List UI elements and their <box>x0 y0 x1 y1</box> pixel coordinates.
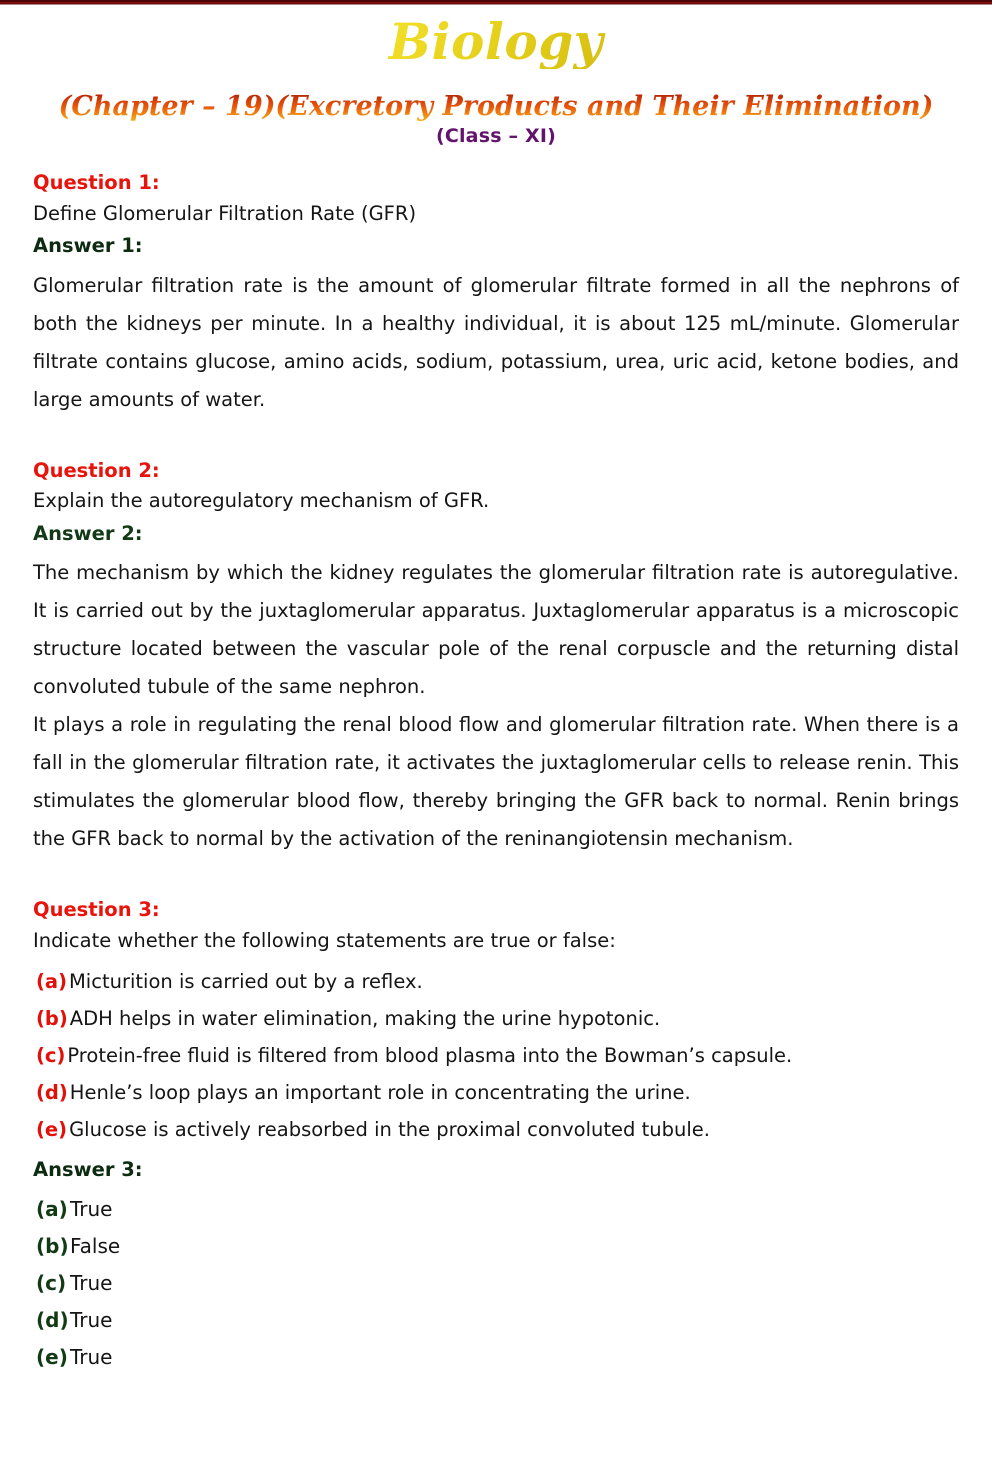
list-item <box>36 1037 959 1074</box>
answer-heading-3: Answer 3: <box>33 1158 143 1182</box>
answer-value-a: True <box>70 1196 113 1221</box>
statement-text-c: Protein-free fluid is filtered from blood plasma into the Bowman’s capsule. <box>67 1044 793 1068</box>
answer-value-b: False <box>70 1233 121 1258</box>
list-item <box>36 1000 959 1037</box>
question-heading-3: Question 3: <box>33 898 160 922</box>
list-item <box>36 1339 959 1376</box>
statement-marker-a: (a) <box>36 970 67 994</box>
answer-heading-2: Answer 2: <box>33 521 143 545</box>
answer-spacer-3 <box>33 1148 959 1160</box>
statement-marker-d: (d) <box>36 1081 68 1105</box>
answer-marker-c: (c) <box>36 1270 67 1295</box>
answer-paragraph-2-1: The mechanism by which the kidney regulates the glomerular filtration rate is autoregulative. It is carried out by the juxtaglomerular apparatus. Juxtaglomerular apparatus is a microscopic structure located between the vascular pole of the renal corpuscle and the returning distal convoluted tubule of the same nephron. <box>33 561 959 699</box>
statement-text-d: Henle’s loop plays an important role in concentrating the urine. <box>69 1081 691 1105</box>
top-border-rule <box>0 0 992 5</box>
list-item <box>36 1228 959 1265</box>
question-text-3: Indicate whether the following statements are true or false: <box>33 928 616 952</box>
statement-text-e: Glucose is actively reabsorbed in the proximal convoluted tubule. <box>69 1118 710 1142</box>
statement-marker-b: (b) <box>36 1007 68 1031</box>
subject-title: Biology <box>33 14 959 69</box>
answer-list <box>33 1191 959 1376</box>
chapter-title: (Chapter – 19)(Excretory Products and Their Elimination) <box>33 91 959 122</box>
statement-marker-e: (e) <box>36 1118 68 1142</box>
answer-value-c: True <box>70 1270 113 1295</box>
list-item <box>36 1191 959 1228</box>
section-spacer-1 <box>33 419 959 461</box>
answer-value-e: True <box>70 1344 113 1369</box>
statement-marker-c: (c) <box>36 1044 66 1068</box>
qa-body <box>33 173 959 1376</box>
answer-marker-e: (e) <box>36 1344 68 1369</box>
qa-block-2 <box>33 458 959 859</box>
answer-marker-a: (a) <box>36 1196 68 1221</box>
list-item <box>36 963 959 1000</box>
answer-heading-1: Answer 1: <box>33 234 143 258</box>
answer-marker-b: (b) <box>36 1233 69 1258</box>
statement-list <box>33 963 959 1148</box>
list-item <box>36 1074 959 1111</box>
class-title: (Class – XI) <box>435 125 557 148</box>
answer-value-d: True <box>70 1307 113 1332</box>
question-text-2: Explain the autoregulatory mechanism of GFR. <box>33 489 490 513</box>
list-item <box>36 1111 959 1148</box>
statement-text-a: Micturition is carried out by a reflex. <box>68 970 423 994</box>
document-header <box>33 0 959 147</box>
answer-paragraph-2-2: It plays a role in regulating the renal blood flow and glomerular filtration rate. When there is a fall in the glomerular filtration rate, it activates the juxtaglomerular cells to release renin. This stimulates the glomerular blood flow, thereby bringing the GFR back to normal. Renin brings the GFR back to normal by the activation of the reninangiotensin mechanism. <box>33 713 959 851</box>
answer-paragraph-1-1: Glomerular filtration rate is the amount of glomerular filtrate formed in all the nephrons of both the kidneys per minute. In a healthy individual, it is about 125 mL/minute. Glomerular filtrate contains glucose, amino acids, sodium, potassium, urea, uric acid, ketone bodies, and large amounts of water. <box>33 273 959 411</box>
list-item <box>36 1265 959 1302</box>
answer-marker-d: (d) <box>36 1307 69 1332</box>
list-item <box>36 1302 959 1339</box>
section-spacer-2 <box>33 858 959 900</box>
qa-block-3 <box>33 900 959 1376</box>
statement-text-b: ADH helps in water elimination, making the urine hypotonic. <box>69 1007 661 1031</box>
question-heading-2: Question 2: <box>33 458 160 482</box>
qa-block-1 <box>33 173 959 419</box>
question-text-1: Define Glomerular Filtration Rate (GFR) <box>33 201 417 225</box>
question-heading-1: Question 1: <box>33 171 160 195</box>
